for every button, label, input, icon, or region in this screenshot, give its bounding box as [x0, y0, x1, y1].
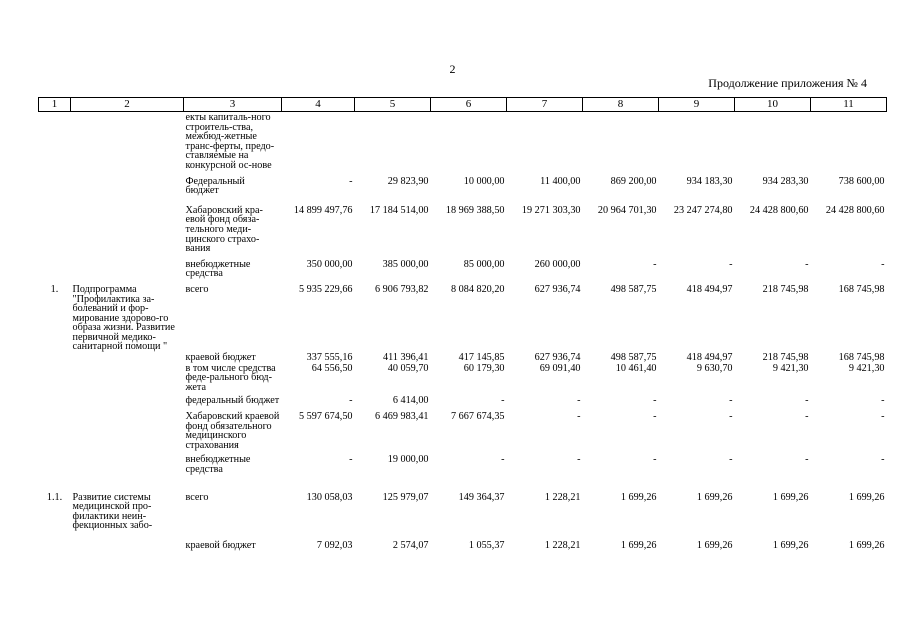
amount-cell: 10 461,40 [615, 362, 657, 374]
funding-source: краевой бюджет [185, 539, 256, 551]
page-number: 2 [449, 62, 456, 76]
table-row [39, 541, 887, 551]
amount-cell [659, 112, 735, 177]
amount-cell: - [501, 454, 505, 466]
program-name [71, 206, 184, 260]
funding-source: внебюджетные средства [185, 258, 251, 280]
amount-cell: - [805, 454, 809, 466]
amount-cell [355, 112, 431, 177]
table-row [39, 353, 887, 364]
table-row [39, 493, 887, 541]
amount-cell: 218 745,98 [762, 283, 809, 295]
row-number: 1. [50, 283, 59, 295]
table-row [39, 455, 887, 492]
amount-cell: 627 936,74 [534, 283, 581, 295]
column-header: 11 [811, 98, 887, 112]
budget-table [38, 97, 887, 551]
table-row [39, 260, 887, 285]
row-number [39, 112, 71, 177]
amount-cell: 125 979,07 [382, 491, 429, 503]
amount-cell: 130 058,03 [306, 491, 353, 503]
amount-cell: 5 935 229,66 [299, 283, 353, 295]
amount-cell: 9 421,30 [848, 362, 885, 374]
row-number [39, 177, 71, 206]
amount-cell: 1 699,26 [772, 491, 809, 503]
amount-cell: - [729, 258, 733, 270]
amount-cell: 350 000,00 [306, 258, 353, 270]
amount-cell: 498 587,75 [610, 352, 657, 364]
header-row [39, 98, 887, 112]
amount-cell: 1 228,21 [544, 491, 581, 503]
amount-cell: 1 699,26 [620, 491, 657, 503]
amount-cell: 738 600,00 [838, 175, 885, 187]
column-header: 2 [71, 98, 184, 112]
amount-cell: 7 092,03 [316, 539, 353, 551]
continuation-label: Продолжение приложения № 4 [708, 76, 867, 90]
amount-cell: - [881, 411, 885, 423]
amount-cell: 2 574,07 [392, 539, 429, 551]
amount-cell: 337 555,16 [306, 352, 353, 364]
amount-cell: 869 200,00 [610, 175, 657, 187]
amount-cell: 14 899 497,76 [293, 204, 353, 216]
amount-cell: - [577, 411, 581, 423]
amount-cell: - [653, 258, 657, 270]
amount-cell: - [653, 411, 657, 423]
amount-cell: 6 414,00 [392, 395, 429, 407]
program-name [71, 541, 184, 551]
amount-cell: 40 059,70 [387, 362, 429, 374]
amount-cell: 418 494,97 [686, 352, 733, 364]
amount-cell: 19 271 303,30 [521, 204, 581, 216]
table-row [39, 396, 887, 412]
amount-cell: - [349, 395, 353, 407]
amount-cell: - [729, 411, 733, 423]
row-number [39, 260, 71, 285]
amount-cell: 1 055,37 [468, 539, 505, 551]
amount-cell: 260 000,00 [534, 258, 581, 270]
funding-source: федеральный бюджет [185, 395, 280, 407]
amount-cell: 18 969 388,50 [445, 204, 505, 216]
amount-cell: 24 428 800,60 [749, 204, 809, 216]
amount-cell: 1 699,26 [772, 539, 809, 551]
program-name [71, 396, 184, 412]
row-number [39, 364, 71, 397]
amount-cell: 149 364,37 [458, 491, 505, 503]
program-name: Подпрограмма "Профилактика за-болеваний и фор-мирование здорово-го образа жизни. Развитие первичной медико-санитарной помощи " [72, 283, 175, 353]
column-header: 5 [355, 98, 431, 112]
amount-cell: 6 469 983,41 [375, 411, 429, 423]
program-name [71, 177, 184, 206]
amount-cell: - [501, 395, 505, 407]
program-name [71, 364, 184, 397]
amount-cell: 85 000,00 [463, 258, 505, 270]
amount-cell: - [653, 454, 657, 466]
row-number [39, 412, 71, 455]
amount-cell: 29 823,90 [387, 175, 429, 187]
amount-cell: 19 000,00 [387, 454, 429, 466]
amount-cell: 1 699,26 [696, 539, 733, 551]
amount-cell: 69 091,40 [539, 362, 581, 374]
amount-cell: 218 745,98 [762, 352, 809, 364]
amount-cell [431, 112, 507, 177]
program-name [71, 353, 184, 364]
funding-source: екты капиталь-ного строитель-ства, межбюд-жетные транс-ферты, предо-ставляемые на конкурсной ос-нове [185, 112, 275, 171]
amount-cell: 9 421,30 [772, 362, 809, 374]
amount-cell: 60 179,30 [463, 362, 505, 374]
amount-cell: 1 699,26 [848, 491, 885, 503]
amount-cell: - [729, 454, 733, 466]
amount-cell: 11 400,00 [540, 175, 581, 187]
row-number [39, 353, 71, 364]
funding-source: всего [185, 491, 209, 503]
amount-cell: 24 428 800,60 [825, 204, 885, 216]
amount-cell: 1 699,26 [848, 539, 885, 551]
amount-cell: 627 936,74 [534, 352, 581, 364]
amount-cell: - [805, 258, 809, 270]
amount-cell: - [881, 395, 885, 407]
amount-cell: 417 145,85 [458, 352, 505, 364]
amount-cell [282, 112, 355, 177]
funding-source: Федеральный бюджет [185, 175, 245, 197]
funding-source: краевой бюджет [185, 352, 256, 364]
program-name [71, 412, 184, 455]
funding-source: внебюджетные средства [185, 454, 251, 475]
column-header: 3 [184, 98, 282, 112]
amount-cell: - [881, 454, 885, 466]
table-row [39, 177, 887, 206]
amount-cell [583, 112, 659, 177]
amount-cell: 411 396,41 [383, 352, 429, 364]
amount-cell: - [577, 454, 581, 466]
amount-cell: 7 667 674,35 [451, 411, 505, 423]
amount-cell: - [805, 411, 809, 423]
amount-cell: 9 630,70 [696, 362, 733, 374]
column-header: 10 [735, 98, 811, 112]
column-header: 8 [583, 98, 659, 112]
program-name: Развитие системы медицинской про-филактики неин-фекционных забо- [72, 491, 153, 532]
row-number [39, 396, 71, 412]
amount-cell: 1 699,26 [620, 539, 657, 551]
amount-cell: 1 699,26 [696, 491, 733, 503]
table-row [39, 412, 887, 455]
table-row [39, 112, 887, 177]
program-name [71, 112, 184, 177]
amount-cell: 17 184 514,00 [369, 204, 429, 216]
amount-cell: 6 906 793,82 [375, 283, 429, 295]
amount-cell: 23 247 274,80 [673, 204, 733, 216]
table-row [39, 364, 887, 397]
amount-cell: 1 228,21 [544, 539, 581, 551]
amount-cell: - [805, 395, 809, 407]
amount-cell: 10 000,00 [463, 175, 505, 187]
amount-cell: 418 494,97 [686, 283, 733, 295]
funding-source: Хабаровский кра-евой фонд обяза-тельного меди-цинского страхо-вания [185, 204, 263, 255]
amount-cell: 934 183,30 [686, 175, 733, 187]
amount-cell: 385 000,00 [382, 258, 429, 270]
amount-cell: 8 084 820,20 [451, 283, 505, 295]
table-row [39, 285, 887, 353]
amount-cell: 498 587,75 [610, 283, 657, 295]
column-header: 4 [282, 98, 355, 112]
amount-cell: - [881, 258, 885, 270]
amount-cell: 20 964 701,30 [597, 204, 657, 216]
funding-source: в том числе средства феде-рального бюд-жета [185, 362, 276, 393]
row-number: 1.1. [46, 491, 63, 503]
amount-cell [811, 112, 887, 177]
amount-cell: 168 745,98 [838, 352, 885, 364]
row-number [39, 541, 71, 551]
amount-cell [507, 112, 583, 177]
table-row [39, 206, 887, 260]
amount-cell: 934 283,30 [762, 175, 809, 187]
amount-cell: - [349, 454, 353, 466]
amount-cell: 64 556,50 [311, 362, 353, 374]
funding-source: Хабаровский краевой фонд обязательного медицинского страхования [185, 411, 280, 451]
amount-cell [735, 112, 811, 177]
funding-source: всего [185, 283, 209, 295]
column-header: 7 [507, 98, 583, 112]
amount-cell: - [653, 395, 657, 407]
column-header: 9 [659, 98, 735, 112]
program-name [71, 455, 184, 492]
row-number [39, 455, 71, 492]
column-header: 6 [431, 98, 507, 112]
amount-cell: 5 597 674,50 [299, 411, 353, 423]
amount-cell: - [349, 175, 353, 187]
amount-cell: 168 745,98 [838, 283, 885, 295]
amount-cell: - [729, 395, 733, 407]
row-number [39, 206, 71, 260]
column-header: 1 [39, 98, 71, 112]
program-name [71, 260, 184, 285]
amount-cell: - [577, 395, 581, 407]
